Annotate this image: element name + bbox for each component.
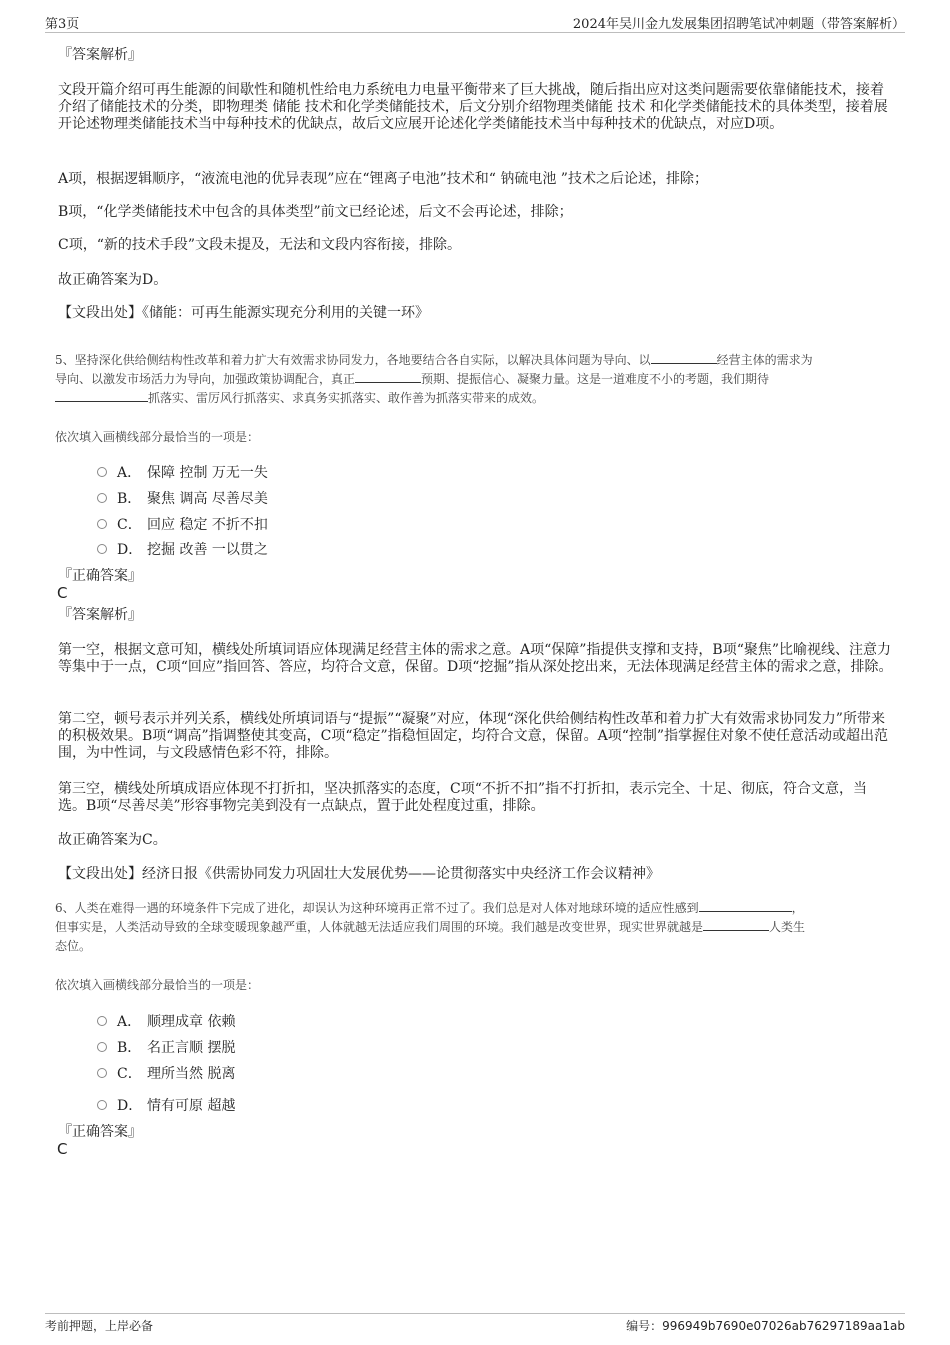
q5-stem: 5、坚持深化供给侧结构性改革和着力扩大有效需求协同发力，各地要结合各自实际，以解决具体问题为导向、以 经营主体的需求为 导向、以激发市场活力为导向，加强政策协调配合，真正 预期、提振信心、凝聚力量。这是一道难度不小的考题，我们期待 抓落实、雷厉风行抓落实、求真务实抓落实、敢作善为抓落实带来的成效。: [55, 353, 813, 405]
q5-analysis-p2: 第二空，顿号表示并列关系，横线处所填词语与“提振”“凝聚”对应，体现“深化供给侧结构性改革和着力扩大有效需求协同发力”所带来的积极效果。B项“调高”指调整使其变高，C项“稳定”指稳恒固定，均符合文意，保留。A项“控制”指掌握住对象不使任意活动或超出范围，为中性词，与文段感情色彩不符，排除。: [58, 711, 889, 761]
q4-source: 【文段出处】《储能：可再生能源实现充分利用的关键一环》: [58, 305, 429, 321]
q6-option-c[interactable]: C． 理所当然 脱离: [97, 1063, 235, 1083]
q4-analysis-label: 『答案解析』: [58, 47, 142, 63]
footer-slogan: 考前押题，上岸必备: [45, 1319, 154, 1333]
q5-source: 【文段出处】经济日报《供需协同发力巩固壮大发展优势——论贯彻落实中央经济工作会议精神》: [58, 866, 660, 882]
q6-option-a[interactable]: A． 顺理成章 依赖: [97, 1011, 235, 1031]
radio-icon[interactable]: [97, 1100, 107, 1110]
q5-answer: C: [57, 584, 68, 602]
q5-blank-2[interactable]: [355, 370, 421, 383]
q4-analysis-p4: C项，“新的技术手段”文段未提及，无法和文段内容衔接，排除。: [58, 237, 462, 253]
q6-option-d[interactable]: D． 情有可原 超越: [97, 1095, 235, 1115]
document-code: 编号：996949b7690e07026ab76297189aa1ab: [626, 1319, 905, 1333]
q6-option-b[interactable]: B． 名正言顺 摆脱: [97, 1037, 235, 1057]
radio-icon[interactable]: [97, 519, 107, 529]
q5-option-a[interactable]: A． 保障 控制 万无一失: [97, 462, 268, 482]
q5-analysis-p1: 第一空，根据文意可知，横线处所填词语应体现满足经营主体的需求之意。A项“保障”指提供支撑和支持，B项“聚焦”比喻视线、注意力等集中于一点，C项“回应”指回答、答应，均符合文意，保留。D项“挖掘”指从深处挖出来，无法体现满足经营主体的需求之意，排除。: [58, 642, 893, 675]
radio-icon[interactable]: [97, 1042, 107, 1052]
q4-analysis-p5: 故正确答案为D。: [58, 272, 168, 288]
q6-stem: 6、人类在难得一遇的环境条件下完成了进化，却误认为这种环境再正常不过了。我们总是对人体对地球环境的适应性感到 ， 但事实是，人类活动导致的全球变暖现象越严重，人体就越无法适应我们周围的环境。我们越是改变世界，现实世界就越是 人类生 态位。: [55, 901, 806, 953]
radio-icon[interactable]: [97, 544, 107, 554]
q5-option-c[interactable]: C． 回应 稳定 不折不扣: [97, 514, 268, 534]
radio-icon[interactable]: [97, 1068, 107, 1078]
page-footer: [45, 1313, 905, 1336]
q6-answer: C: [57, 1140, 68, 1158]
page-header: [45, 10, 905, 33]
q5-analysis-label: 『答案解析』: [58, 607, 142, 623]
q6-prompt: 依次填入画横线部分最恰当的一项是：: [55, 978, 260, 992]
q5-analysis-p3: 第三空，横线处所填成语应体现不打折扣，坚决抓落实的态度，C项“不折不扣”指不打折扣，表示完全、十足、彻底，符合文意，当选。B项“尽善尽美”形容事物完美到没有一点缺点，置于此处程度过重，排除。: [58, 781, 868, 814]
page-number: 第3页: [45, 17, 80, 32]
q5-blank-1[interactable]: [651, 351, 717, 364]
radio-icon[interactable]: [97, 1016, 107, 1026]
q6-answer-label: 『正确答案』: [58, 1124, 142, 1140]
document-title: 2024年吴川金九发展集团招聘笔试冲刺题（带答案解析）: [572, 17, 905, 32]
q4-analysis-p3: B项，“化学类储能技术中包含的具体类型”前文已经论述，后文不会再论述，排除；: [58, 204, 573, 220]
q5-prompt: 依次填入画横线部分最恰当的一项是：: [55, 430, 260, 444]
q6-blank-1[interactable]: [699, 899, 792, 912]
radio-icon[interactable]: [97, 493, 107, 503]
q5-option-b[interactable]: B． 聚焦 调高 尽善尽美: [97, 488, 268, 508]
q5-option-d[interactable]: D． 挖掘 改善 一以贯之: [97, 539, 268, 559]
q6-blank-2[interactable]: [703, 918, 769, 931]
q4-analysis-p2: A项，根据逻辑顺序，“液流电池的优异表现”应在“锂离子电池”技术和“ 钠硫电池 ”技术之后论述，排除；: [58, 171, 708, 187]
radio-icon[interactable]: [97, 467, 107, 477]
q4-analysis-p1: 文段开篇介绍可再生能源的间歇性和随机性给电力系统电力电量平衡带来了巨大挑战，随后指出应对这类问题需要依靠储能技术，接着介绍了储能技术的分类，即物理类 储能 技术和化学类储能技术，后文分别介绍物理类储能 技术 和化学类储能技术的具体类型，接着展开论述物理类储能技术当中每种技术的优缺点，故后文应展开论述化学类储能技术当中每种技术的优缺点，对应D项。: [58, 82, 888, 132]
q5-answer-label: 『正确答案』: [58, 568, 142, 584]
q5-analysis-p4: 故正确答案为C。: [58, 832, 167, 848]
q5-blank-3[interactable]: [55, 389, 148, 402]
